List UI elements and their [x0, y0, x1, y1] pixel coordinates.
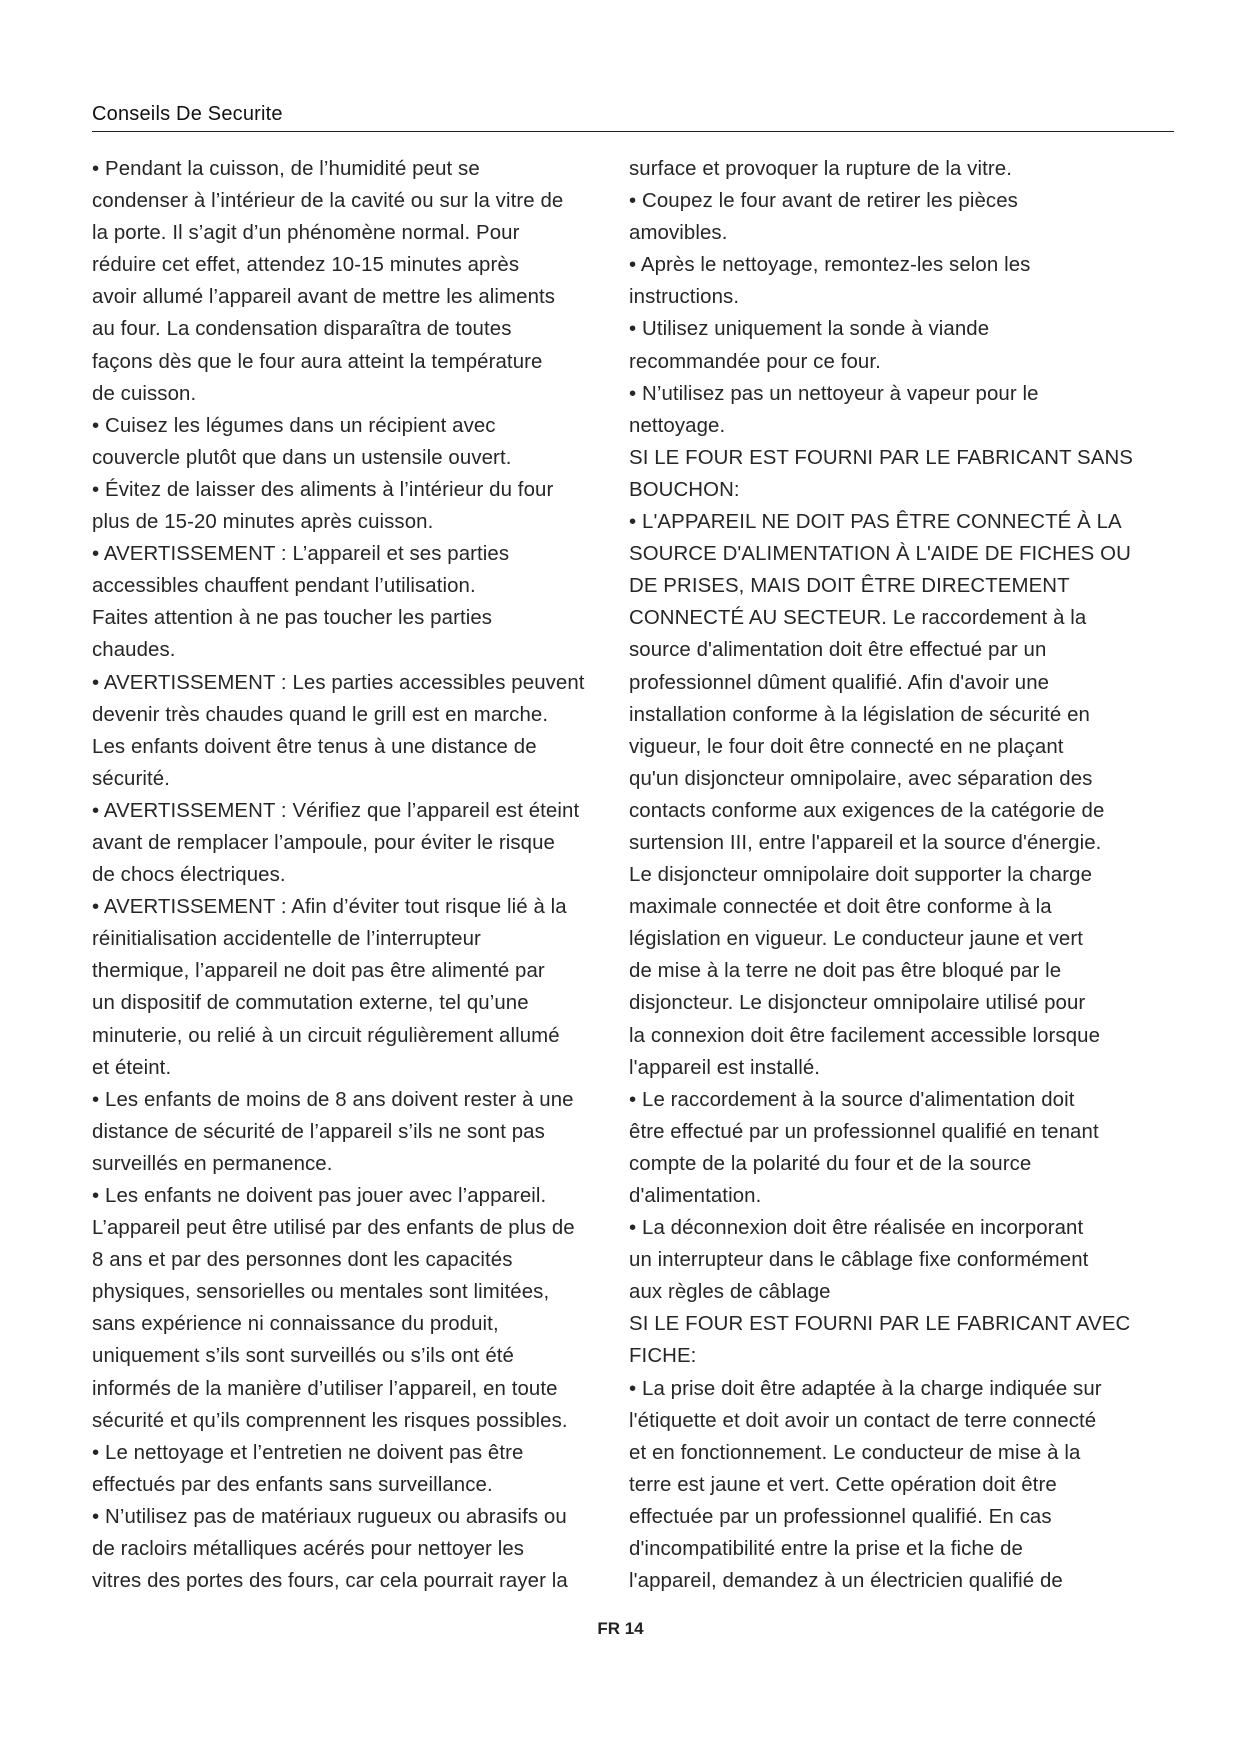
text-line: l'appareil, demandez à un électricien qualifié de: [629, 1570, 1063, 1593]
text-line: et en fonctionnement. Le conducteur de mise à la: [629, 1441, 1081, 1464]
text-line: • Le raccordement à la source d'alimentation doit: [629, 1088, 1075, 1111]
text-line: DE PRISES, MAIS DOIT ÊTRE DIRECTEMENT: [629, 575, 1070, 598]
text-line: physiques, sensorielles ou mentales sont limitées,: [92, 1281, 550, 1304]
text-line: BOUCHON:: [629, 478, 740, 501]
text-line: effectués par des enfants sans surveillance.: [92, 1473, 493, 1496]
text-line: sécurité.: [92, 767, 170, 790]
text-line: nettoyage.: [629, 414, 726, 437]
text-line: 8 ans et par des personnes dont les capacités: [92, 1249, 513, 1272]
text-line: façons dès que le four aura atteint la température: [92, 350, 543, 373]
text-line: de chocs électriques.: [92, 864, 286, 887]
text-line: condenser à l’intérieur de la cavité ou sur la vitre de: [92, 190, 564, 213]
right-text-column: [629, 153, 1189, 1597]
text-line: surtension III, entre l'appareil et la source d'énergie.: [629, 831, 1102, 854]
text-line: avant de remplacer l’ampoule, pour éviter le risque: [92, 831, 555, 854]
text-line: qu'un disjoncteur omnipolaire, avec séparation des: [629, 767, 1093, 790]
left-text-column: [92, 153, 632, 1597]
text-line: l'appareil est installé.: [629, 1056, 821, 1079]
text-line: professionnel dûment qualifié. Afin d'avoir une: [629, 671, 1050, 694]
text-line: • Évitez de laisser des aliments à l’intérieur du four: [92, 478, 554, 501]
text-line: de cuisson.: [92, 382, 197, 405]
text-line: législation en vigueur. Le conducteur jaune et vert: [629, 928, 1083, 951]
text-line: de mise à la terre ne doit pas être bloqué par le: [629, 960, 1062, 983]
text-line: • Utilisez uniquement la sonde à viande: [629, 318, 990, 341]
text-line: la connexion doit être facilement accessible lorsque: [629, 1024, 1101, 1047]
text-line: réduire cet effet, attendez 10-15 minutes après: [92, 254, 520, 277]
text-line: • AVERTISSEMENT : L’appareil et ses parties: [92, 543, 510, 566]
text-line: d'incompatibilité entre la prise et la fiche de: [629, 1538, 1023, 1561]
text-line: surface et provoquer la rupture de la vitre.: [629, 158, 1012, 180]
text-line: d'alimentation.: [629, 1185, 762, 1207]
text-line: SOURCE D'ALIMENTATION À L'AIDE DE FICHES OU: [629, 543, 1131, 566]
text-line: • Coupez le four avant de retirer les pièces: [629, 190, 1018, 213]
text-line: • Le nettoyage et l’entretien ne doivent pas être: [92, 1441, 524, 1464]
text-line: réinitialisation accidentelle de l’interrupteur: [92, 928, 481, 951]
text-line: l'étiquette et doit avoir un contact de terre connecté: [629, 1409, 1097, 1432]
text-line: chaudes.: [92, 639, 176, 662]
text-line: FICHE:: [629, 1345, 697, 1368]
text-line: aux règles de câblage: [629, 1281, 831, 1304]
text-line: SI LE FOUR EST FOURNI PAR LE FABRICANT SANS: [629, 446, 1133, 469]
text-line: vitres des portes des fours, car cela pourrait rayer la: [92, 1570, 568, 1593]
text-line: surveillés en permanence.: [92, 1152, 333, 1175]
text-line: Le disjoncteur omnipolaire doit supporter la charge: [629, 864, 1093, 887]
text-line: • L'APPAREIL NE DOIT PAS ÊTRE CONNECTÉ À LA: [629, 511, 1122, 534]
text-line: • AVERTISSEMENT : Les parties accessibles peuvent: [92, 671, 585, 694]
text-line: • N’utilisez pas un nettoyeur à vapeur pour le: [629, 382, 1039, 405]
text-line: • La déconnexion doit être réalisée en incorporant: [629, 1217, 1084, 1240]
text-line: et éteint.: [92, 1056, 172, 1079]
text-line: disjoncteur. Le disjoncteur omnipolaire utilisé pour: [629, 992, 1086, 1015]
text-line: la porte. Il s’agit d’un phénomène normal. Pour: [92, 222, 520, 245]
text-line: L’appareil peut être utilisé par des enfants de plus de: [92, 1217, 575, 1240]
text-line: contacts conforme aux exigences de la catégorie de: [629, 799, 1105, 822]
text-line: thermique, l’appareil ne doit pas être alimenté par: [92, 960, 545, 983]
text-line: un interrupteur dans le câblage fixe conformément: [629, 1249, 1089, 1272]
text-line: • Cuisez les légumes dans un récipient avec: [92, 414, 496, 437]
text-line: instructions.: [629, 286, 740, 309]
text-line: informés de la manière d’utiliser l’appareil, en toute: [92, 1377, 558, 1400]
text-line: effectuée par un professionnel qualifié. En cas: [629, 1505, 1052, 1528]
text-line: minuterie, ou relié à un circuit régulièrement allumé: [92, 1024, 560, 1047]
text-line: recommandée pour ce four.: [629, 350, 881, 373]
text-line: couvercle plutôt que dans un ustensile ouvert.: [92, 446, 512, 469]
text-line: SI LE FOUR EST FOURNI PAR LE FABRICANT AVEC: [629, 1313, 1131, 1336]
text-line: avoir allumé l’appareil avant de mettre les aliments: [92, 286, 556, 309]
text-line: accessibles chauffent pendant l’utilisation.: [92, 575, 476, 598]
page-header-title: Conseils De Securite: [92, 103, 283, 125]
page-number: FR 14: [597, 1619, 644, 1638]
text-line: être effectué par un professionnel qualifié en tenant: [629, 1120, 1099, 1143]
text-line: maximale connectée et doit être conforme à la: [629, 896, 1052, 919]
text-line: plus de 15-20 minutes après cuisson.: [92, 511, 434, 534]
text-line: un dispositif de commutation externe, tel qu’une: [92, 992, 529, 1015]
text-line: au four. La condensation disparaîtra de toutes: [92, 318, 512, 341]
text-line: • Pendant la cuisson, de l’humidité peut se: [92, 158, 480, 180]
text-line: • N’utilisez pas de matériaux rugueux ou abrasifs ou: [92, 1505, 567, 1528]
text-line: devenir très chaudes quand le grill est en marche.: [92, 703, 549, 726]
text-line: • Après le nettoyage, remontez-les selon les: [629, 254, 1031, 277]
header-divider: [92, 131, 1174, 132]
text-line: de racloirs métalliques acérés pour nettoyer les: [92, 1538, 525, 1561]
text-line: uniquement s’ils sont surveillés ou s’ils ont été: [92, 1345, 514, 1368]
text-line: amovibles.: [629, 222, 728, 245]
text-line: sécurité et qu’ils comprennent les risques possibles.: [92, 1409, 568, 1432]
text-line: • Les enfants de moins de 8 ans doivent rester à une: [92, 1088, 574, 1111]
text-line: • La prise doit être adaptée à la charge indiquée sur: [629, 1377, 1102, 1400]
text-line: • Les enfants ne doivent pas jouer avec l’appareil.: [92, 1185, 547, 1207]
text-line: sans expérience ni connaissance du produit,: [92, 1313, 499, 1336]
text-line: vigueur, le four doit être connecté en ne plaçant: [629, 735, 1064, 758]
text-line: Les enfants doivent être tenus à une distance de: [92, 735, 537, 758]
text-line: terre est jaune et vert. Cette opération doit être: [629, 1473, 1057, 1496]
text-line: source d'alimentation doit être effectué par un: [629, 639, 1047, 662]
text-line: • AVERTISSEMENT : Vérifiez que l’appareil est éteint: [92, 799, 580, 822]
text-line: CONNECTÉ AU SECTEUR. Le raccordement à la: [629, 607, 1087, 630]
text-line: distance de sécurité de l’appareil s’ils ne sont pas: [92, 1120, 545, 1143]
text-line: • AVERTISSEMENT : Afin d’éviter tout risque lié à la: [92, 896, 567, 919]
text-line: compte de la polarité du four et de la source: [629, 1152, 1032, 1175]
text-line: installation conforme à la législation de sécurité en: [629, 703, 1090, 726]
text-line: Faites attention à ne pas toucher les parties: [92, 607, 493, 630]
